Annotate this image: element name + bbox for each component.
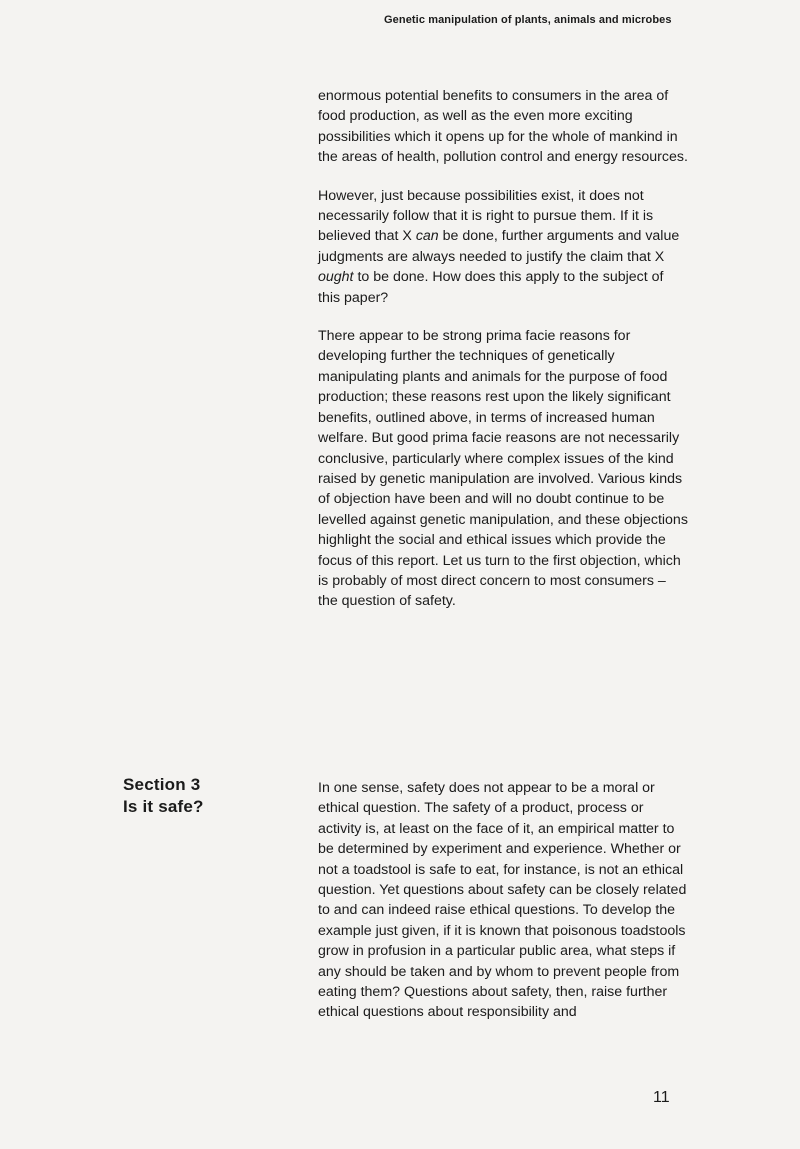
running-header: Genetic manipulation of plants, animals and microbes — [384, 14, 672, 26]
paragraph-safety: In one sense, safety does not appear to be a moral or ethical question. The safety of a product, process or activity is, at least on the face of it, an empirical matter to be determined by experiment and experience. Whether or not a toadstool is safe to eat, for instance, is not an ethical question. Yet questions about safety can be closely related to and can indeed raise ethical questions. To develop the example just given, if it is known that poisonous toadstools grow in profusion in a particular public area, what steps if any should be taken and by whom to prevent people from eating them? Questions about safety, then, raise further ethical questions about responsibility and — [318, 780, 687, 1021]
emphasis-can: can — [415, 228, 439, 245]
paragraph-can-ought-part-1: However, just because possibilities exist, it does not necessarily follow that it is right to pursue them. If it is believed that X — [318, 187, 654, 245]
upper-text-column — [318, 86, 688, 630]
section-heading — [123, 774, 204, 818]
paragraph-can-ought-part-2: be done, further arguments and value judgments are always needed to justify the claim that X — [318, 228, 680, 265]
emphasis-ought: ought — [318, 269, 354, 286]
section-title: Is it safe? — [123, 797, 204, 816]
page-number: 11 — [653, 1089, 670, 1106]
paragraph-can-ought-part-3: to be done. How does this apply to the subject of this paper? — [318, 269, 664, 306]
paragraph-benefits: enormous potential benefits to consumers in the area of food production, as well as the even more exciting possibilities which it opens up for the whole of mankind in the areas of health, pollution control and energy resources. — [318, 88, 688, 166]
paragraph-can-ought — [318, 186, 688, 308]
lower-text-column — [318, 778, 688, 1041]
section-number: Section 3 — [123, 775, 201, 794]
paragraph-prima-facie: There appear to be strong prima facie reasons for developing further the techniques of genetically manipulating plants and animals for the purpose of food production; these reasons rest upon the likely significant benefits, outlined above, in terms of increased human welfare. But good prima facie reasons are not necessarily conclusive, particularly where complex issues of the kind raised by genetic manipulation are involved. Various kinds of objection have been and will no doubt continue to be levelled against genetic manipulation, and these objections highlight the social and ethical issues which provide the focus of this report. Let us turn to the first objection, which is probably of most direct concern to most consumers – the question of safety. — [318, 328, 688, 610]
